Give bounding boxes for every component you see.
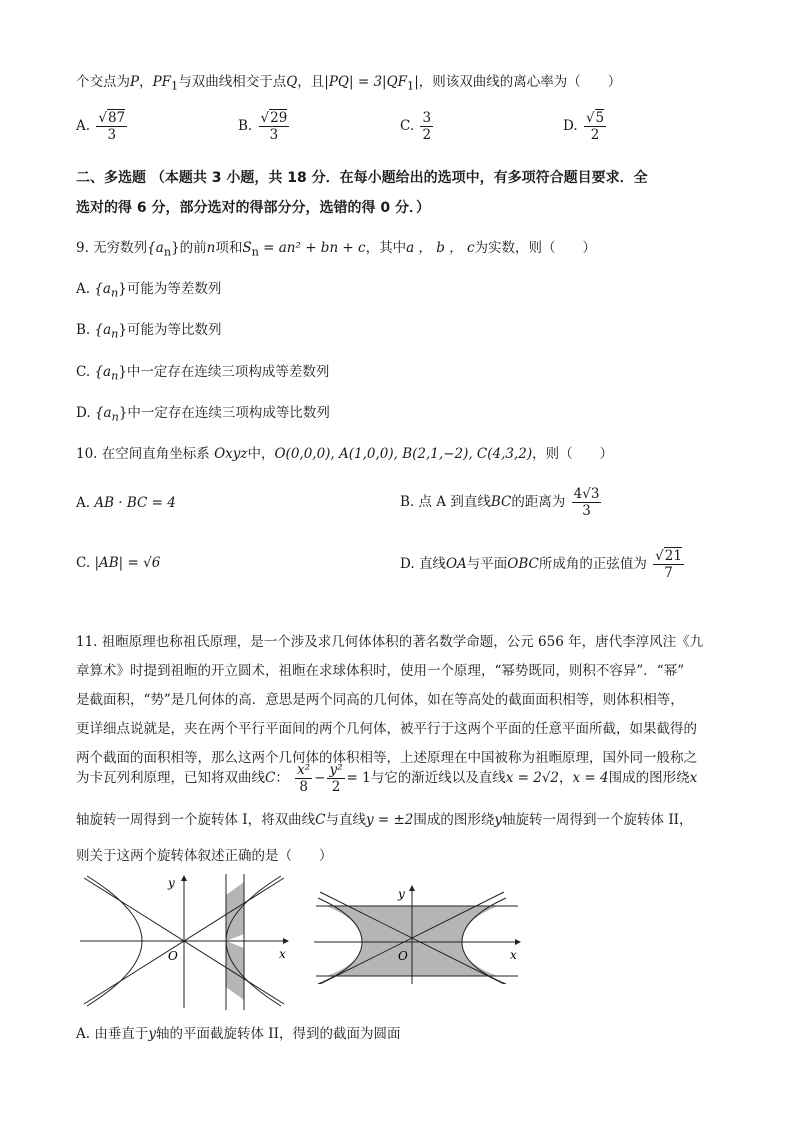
q8-option-a[interactable]: A. $\frac{√87}{3}$ — [76, 110, 126, 143]
q11-line8: 则关于这两个旋转体叙述正确的是（ ） — [76, 848, 333, 864]
q9-option-d[interactable]: D. $\{a_n\}$中一定存在连续三项构成等比数列 — [76, 405, 330, 424]
q9-option-a[interactable]: A. $\{a_n\}$可能为等差数列 — [76, 281, 222, 300]
fraction: $\frac{\text{y²}}{2}$ — [329, 762, 343, 795]
origin-label: O — [168, 949, 178, 963]
q11-line7: 轴旋转一周得到一个旋转体 I，将双曲线C与直线y = ±2围成的图形绕y轴旋转一周得到一个旋转体 II， — [76, 812, 693, 828]
q9-stem: 9. 无穷数列$\{a_n\}$的前n项和$S_n = an^2$ + bn + c，其中a ， b ， c为实数，则（ ） — [76, 240, 597, 259]
figure-rotation-body-ii — [312, 884, 522, 984]
q9-option-b[interactable]: B. $\{a_n\}$可能为等比数列 — [76, 322, 222, 341]
q8-option-b[interactable]: B. $\frac{√29}{3}$ — [238, 110, 288, 143]
q10-option-a[interactable]: A. AB · BC = 4 — [76, 495, 176, 511]
q10-stem: 10. 在空间直角坐标系 Oxyz中，O(0,0,0), A(1,0,0), B(2,1,−2), C(4,3,2)，则（ ） — [76, 446, 614, 462]
q10-option-d[interactable]: D. 直线OA与平面OBC所成角的正弦值为 $\frac{√21}{7}$ — [400, 548, 682, 581]
section-heading: 二、多选题 （本题共 3 小题，共 18 分．在每小题给出的选项中，有多项符合题目要求．全 — [76, 170, 648, 186]
fraction: $\frac{√21}{7}$ — [655, 548, 682, 581]
q11-line6: 为卡瓦列利原理，已知将双曲线C： $\frac{\text{x²}}{8}$ − $\frac{\text{y²}}{2}$ = 1与它的渐近线以及直线x = 2√2，x = 4围成的图形绕x — [76, 762, 698, 795]
figure-rotation-body-i — [76, 870, 296, 1010]
q8-option-c[interactable]: C. $\frac{3}{2}$ — [400, 110, 432, 143]
origin-label: O — [398, 949, 408, 963]
q11-option-a[interactable]: A. 由垂直于y轴的平面截旋转体 II，得到的截面为圆面 — [76, 1026, 401, 1042]
fraction: $\frac{√87}{3}$ — [98, 110, 126, 143]
axis-label-x: x — [510, 948, 517, 962]
axis-label-y: y — [398, 887, 405, 901]
axis-label-x: x — [279, 947, 286, 961]
axis-label-y: y — [168, 876, 175, 890]
q10-option-c[interactable]: C. |AB| = √6 — [76, 555, 161, 571]
q9-option-c[interactable]: C. $\{a_n\}$中一定存在连续三项构成等差数列 — [76, 364, 330, 383]
fraction: $\frac{\text{x²}}{8}$ — [297, 762, 311, 795]
fraction: $\frac{√29}{3}$ — [260, 110, 288, 143]
q8-option-d[interactable]: D. $\frac{√5}{2}$ — [563, 110, 605, 143]
q8-stem: 个交点为P，$PF_1$与双曲线相交于点Q，且$|PQ| = 3|QF_1|$，则该双曲线的离心率为（ ） — [76, 74, 622, 93]
q10-option-b[interactable]: B. 点 A 到直线BC的距离为 $\frac{4√3}{3}$ — [400, 486, 600, 519]
fraction: $\frac{4√3}{3}$ — [573, 486, 600, 519]
q11-paragraph: 11. 祖暅原理也称祖氏原理，是一个涉及求几何体体积的著名数学命题，公元 656 年，唐代李淳风注《九 章算术》时提到祖暅的开立圆术，祖暅在求球体积时，使用一个原理，“幂势既同，则积不容异”．“幂” 是截面积，“势”是几何体的高．意思是两个同高的几何体，如在等高处的截面面积相等，则体积相等， 更详细点说就是，夹在两个平行平面间的两个几何体，被平行于这两个平面的任意平面所截，如果截得的 两个截面的面积相等，那么这两个几何体的体积相等，上述原理在中国被称为祖暅原理，国外同一般称之 — [76, 634, 704, 766]
fraction: $\frac{√5}{2}$ — [585, 110, 605, 143]
section-heading-cont: 选对的得 6 分，部分选对的得部分分，选错的得 0 分．） — [76, 200, 430, 216]
fraction: $\frac{3}{2}$ — [422, 110, 432, 143]
